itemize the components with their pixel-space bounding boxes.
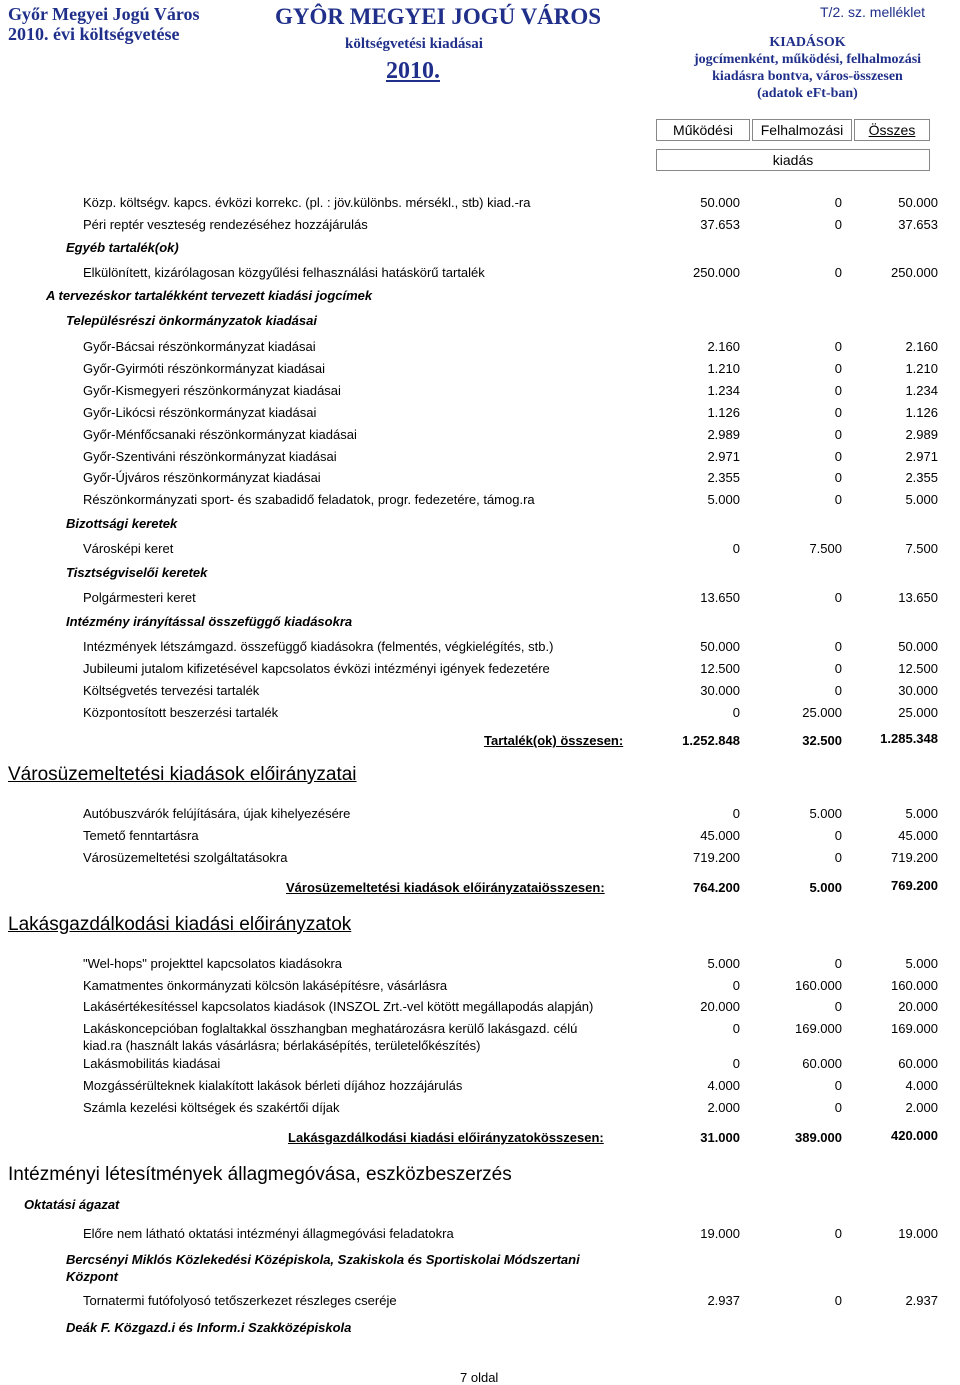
section-education-heading: Oktatási ágazat xyxy=(24,1197,120,1212)
header-right-line: kiadásra bontva, város-összesen xyxy=(712,69,903,84)
city-operations-total-label-text: Városüzemeltetési kiadások előirányzatai xyxy=(286,880,542,895)
row-felhalmozasi: 0 xyxy=(834,683,842,698)
row-felhalmozasi: 0 xyxy=(834,492,842,507)
row-label: Kamatmentes önkormányzati kölcsön lakásépítésre, vásárlásra xyxy=(83,978,448,993)
row-osszes: 5.000 xyxy=(905,492,938,507)
row-osszes: 250.000 xyxy=(891,265,938,280)
row-mukodesi: 2.000 xyxy=(707,1100,740,1115)
row-felhalmozasi: 60.000 xyxy=(802,1056,842,1071)
housing-total-mukodesi: 31.000 xyxy=(700,1130,740,1145)
section-city-operations-title: Városüzemeltetési kiadások előirányzatai xyxy=(8,764,357,785)
row-mukodesi: 13.650 xyxy=(700,590,740,605)
row-label: Városüzemeltetési szolgáltatásokra xyxy=(83,850,288,865)
header-right-line: (adatok eFt-ban) xyxy=(757,86,858,101)
city-operations-total-label xyxy=(286,880,605,895)
row-osszes: 5.000 xyxy=(905,956,938,971)
row-osszes: 30.000 xyxy=(898,683,938,698)
row-felhalmozasi: 0 xyxy=(834,265,842,280)
row-osszes: 4.000 xyxy=(905,1078,938,1093)
row-osszes: 2.989 xyxy=(905,427,938,442)
row-mukodesi: 0 xyxy=(732,978,740,993)
row-osszes: 13.650 xyxy=(898,590,938,605)
section-housing-title: Lakásgazdálkodási kiadási előirányzatok xyxy=(8,914,352,935)
row-osszes: 50.000 xyxy=(898,639,938,654)
row-label: Lakáskoncepcióban foglaltakkal összhangban meghatározásra kerülő lakásgazd. célú xyxy=(83,1021,578,1036)
reserve-total-osszes: 1.285.348 xyxy=(880,731,938,746)
institution-heading-bercsenyi-2: Központ xyxy=(66,1269,118,1284)
header-left-line1: Győr Megyei Jogú Város xyxy=(8,4,200,24)
row-felhalmozasi: 0 xyxy=(834,639,842,654)
row-felhalmozasi: 0 xyxy=(834,999,842,1014)
row-mukodesi: 19.000 xyxy=(700,1226,740,1241)
row-felhalmozasi: 0 xyxy=(834,339,842,354)
header-right-block xyxy=(690,34,925,102)
section-heading: Tisztségviselői keretek xyxy=(66,565,208,580)
row-label: Autóbuszvárók felújítására, újak kihelyezésére xyxy=(83,806,351,821)
reserve-total-mukodesi: 1.252.848 xyxy=(682,733,740,748)
row-mukodesi: 4.000 xyxy=(707,1078,740,1093)
header-right-line: jogcímenként, működési, felhalmozási xyxy=(693,52,922,67)
section-heading: A tervezéskor tartalékként tervezett kiadási jogcímek xyxy=(46,288,373,303)
row-label: Péri reptér veszteség rendezéséhez hozzájárulás xyxy=(83,217,368,232)
row-mukodesi: 5.000 xyxy=(707,956,740,971)
row-label: Tornatermi futófolyosó tetőszerkezet részleges cseréje xyxy=(83,1293,397,1308)
column-header-osszes: Összes xyxy=(854,119,930,141)
page-subtitle: költségvetési kiadásai xyxy=(345,36,483,52)
row-mukodesi: 30.000 xyxy=(700,683,740,698)
row-felhalmozasi: 0 xyxy=(834,195,842,210)
row-felhalmozasi: 5.000 xyxy=(809,806,842,821)
row-mukodesi: 20.000 xyxy=(700,999,740,1014)
row-label: Számla kezelési költségek és szakértői díjak xyxy=(83,1100,340,1115)
row-label: Központosított beszerzési tartalék xyxy=(83,705,279,720)
row-mukodesi: 1.210 xyxy=(707,361,740,376)
row-label: Városképi keret xyxy=(83,541,174,556)
row-mukodesi: 1.234 xyxy=(707,383,740,398)
row-mukodesi: 719.200 xyxy=(693,850,740,865)
row-mukodesi: 0 xyxy=(732,806,740,821)
row-felhalmozasi: 0 xyxy=(834,361,842,376)
row-mukodesi: 1.126 xyxy=(707,405,740,420)
row-felhalmozasi: 0 xyxy=(834,470,842,485)
row-felhalmozasi: 0 xyxy=(834,956,842,971)
row-osszes: 160.000 xyxy=(891,978,938,993)
row-felhalmozasi: 0 xyxy=(834,1078,842,1093)
city-operations-total-mukodesi: 764.200 xyxy=(693,880,740,895)
column-header-mukodesi: Működési xyxy=(656,119,750,141)
row-osszes: 37.653 xyxy=(898,217,938,232)
row-label: Polgármesteri keret xyxy=(83,590,196,605)
row-osszes: 1.210 xyxy=(905,361,938,376)
annex-tag: T/2. sz. melléklet xyxy=(820,4,926,20)
row-felhalmozasi: 0 xyxy=(834,383,842,398)
row-mukodesi: 2.355 xyxy=(707,470,740,485)
header-right-line: KIADÁSOK xyxy=(769,35,846,50)
row-osszes: 20.000 xyxy=(898,999,938,1014)
row-felhalmozasi: 169.000 xyxy=(795,1021,842,1036)
reserve-total-felhalmozasi: 32.500 xyxy=(802,733,842,748)
row-mukodesi: 0 xyxy=(732,541,740,556)
row-osszes: 169.000 xyxy=(891,1021,938,1036)
city-operations-total-osszes: 769.200 xyxy=(891,878,938,893)
row-osszes: 50.000 xyxy=(898,195,938,210)
column-subheader-kiadas: kiadás xyxy=(656,149,930,171)
housing-total-felhalmozasi: 389.000 xyxy=(795,1130,842,1145)
row-osszes: 2.160 xyxy=(905,339,938,354)
row-label: Előre nem látható oktatási intézményi állagmegóvási feladatokra xyxy=(83,1226,454,1241)
row-mukodesi: 37.653 xyxy=(700,217,740,232)
row-felhalmozasi: 25.000 xyxy=(802,705,842,720)
row-mukodesi: 250.000 xyxy=(693,265,740,280)
row-label: Mozgássérülteknek kialakított lakások bérleti díjához hozzájárulás xyxy=(83,1078,463,1093)
page-number: 7 oldal xyxy=(460,1370,499,1385)
institution-heading-deak: Deák F. Közgazd.i és Inform.i Szakközépiskola xyxy=(66,1320,352,1335)
row-mukodesi: 2.989 xyxy=(707,427,740,442)
row-mukodesi: 0 xyxy=(732,1056,740,1071)
row-mukodesi: 50.000 xyxy=(700,195,740,210)
row-label: Győr-Szentiváni részönkormányzat kiadásai xyxy=(83,449,337,464)
row-mukodesi: 0 xyxy=(732,705,740,720)
row-label: Közp. költségv. kapcs. évközi korrekc. (pl. : jöv.különbs. mérsékl., stb) kiad.-ra xyxy=(83,195,531,210)
row-felhalmozasi: 0 xyxy=(834,661,842,676)
row-osszes: 2.355 xyxy=(905,470,938,485)
row-osszes: 12.500 xyxy=(898,661,938,676)
row-label: Temető fenntartásra xyxy=(83,828,199,843)
row-felhalmozasi: 0 xyxy=(834,590,842,605)
row-label: Költségvetés tervezési tartalék xyxy=(83,683,260,698)
row-felhalmozasi: 0 xyxy=(834,1226,842,1241)
row-osszes: 25.000 xyxy=(898,705,938,720)
row-label: "Wel-hops" projekttel kapcsolatos kiadásokra xyxy=(83,956,343,971)
row-osszes: 1.126 xyxy=(905,405,938,420)
row-felhalmozasi: 7.500 xyxy=(809,541,842,556)
header-left-line2: 2010. évi költségvetése xyxy=(8,24,180,44)
row-label: Intézmények létszámgazd. összefüggő kiadásokra (felmentés, végkielégítés, stb.) xyxy=(83,639,554,654)
row-mukodesi: 2.937 xyxy=(707,1293,740,1308)
row-label: Lakásértékesítéssel kapcsolatos kiadások (INSZOL Zrt.-vel kötött megállapodás alapján) xyxy=(83,999,594,1014)
row-label: Győr-Bácsai részönkormányzat kiadásai xyxy=(83,339,316,354)
row-label: Győr-Kismegyeri részönkormányzat kiadásai xyxy=(83,383,341,398)
row-label: Győr-Újváros részönkormányzat kiadásai xyxy=(83,470,321,485)
row-label: Lakásmobilitás kiadásai xyxy=(83,1056,221,1071)
row-felhalmozasi: 160.000 xyxy=(795,978,842,993)
row-label: Győr-Gyirmóti részönkormányzat kiadásai xyxy=(83,361,326,376)
row-felhalmozasi: 0 xyxy=(834,217,842,232)
row-felhalmozasi: 0 xyxy=(834,449,842,464)
section-heading: Településrészi önkormányzatok kiadásai xyxy=(66,313,317,328)
row-felhalmozasi: 0 xyxy=(834,850,842,865)
row-osszes: 45.000 xyxy=(898,828,938,843)
row-osszes: 719.200 xyxy=(891,850,938,865)
section-heading: Intézmény irányítással összefüggő kiadásokra xyxy=(66,614,353,629)
institution-heading-bercsenyi: Bercsényi Miklós Közlekedési Középiskola, Szakiskola és Sportiskolai Módszertani xyxy=(66,1252,580,1267)
row-osszes: 2.000 xyxy=(905,1100,938,1115)
city-operations-total-suffix: összesen: xyxy=(541,880,605,895)
section-heading: Egyéb tartalék(ok) xyxy=(66,240,179,255)
city-operations-total-felhalmozasi: 5.000 xyxy=(809,880,842,895)
row-osszes: 19.000 xyxy=(898,1226,938,1241)
section-institutions-title: Intézményi létesítmények állagmegóvása, eszközbeszerzés xyxy=(8,1164,512,1185)
row-osszes: 1.234 xyxy=(905,383,938,398)
row-osszes: 2.971 xyxy=(905,449,938,464)
housing-total-label xyxy=(288,1130,604,1145)
row-felhalmozasi: 0 xyxy=(834,405,842,420)
row-label: Részönkormányzati sport- és szabadidő feladatok, progr. fedezetére, támog.ra xyxy=(83,492,535,507)
row-mukodesi: 2.971 xyxy=(707,449,740,464)
row-mukodesi: 12.500 xyxy=(700,661,740,676)
page-year: 2010. xyxy=(386,58,440,84)
row-label-continued: kiad.ra (használt lakás vásárlásra; bérlakásépítés, területelőkészítés) xyxy=(83,1038,481,1053)
section-heading: Bizottsági keretek xyxy=(66,516,178,531)
column-header-felhalmozasi: Felhalmozási xyxy=(752,119,852,141)
housing-total-osszes: 420.000 xyxy=(891,1128,938,1143)
row-label: Győr-Likócsi részönkormányzat kiadásai xyxy=(83,405,317,420)
row-felhalmozasi: 0 xyxy=(834,1293,842,1308)
row-mukodesi: 45.000 xyxy=(700,828,740,843)
row-mukodesi: 0 xyxy=(732,1021,740,1036)
row-felhalmozasi: 0 xyxy=(834,1100,842,1115)
row-osszes: 60.000 xyxy=(898,1056,938,1071)
row-felhalmozasi: 0 xyxy=(834,427,842,442)
row-osszes: 7.500 xyxy=(905,541,938,556)
row-osszes: 2.937 xyxy=(905,1293,938,1308)
page-title: GYÔR MEGYEI JOGÚ VÁROS xyxy=(275,4,602,29)
row-mukodesi: 2.160 xyxy=(707,339,740,354)
row-mukodesi: 50.000 xyxy=(700,639,740,654)
row-label: Elkülönített, kizárólagosan közgyűlési felhasználási hatáskörű tartalék xyxy=(83,265,485,280)
row-mukodesi: 5.000 xyxy=(707,492,740,507)
reserve-total-label: Tartalék(ok) összesen: xyxy=(484,733,624,748)
row-felhalmozasi: 0 xyxy=(834,828,842,843)
row-label: Győr-Ménfőcsanaki részönkormányzat kiadásai xyxy=(83,427,357,442)
housing-total-suffix: összesen: xyxy=(540,1130,604,1145)
housing-total-label-text: Lakásgazdálkodási kiadási előirányzatok xyxy=(288,1130,541,1145)
row-label: Jubileumi jutalom kifizetésével kapcsolatos évközi intézményi igények fedezetére xyxy=(83,661,550,676)
row-osszes: 5.000 xyxy=(905,806,938,821)
